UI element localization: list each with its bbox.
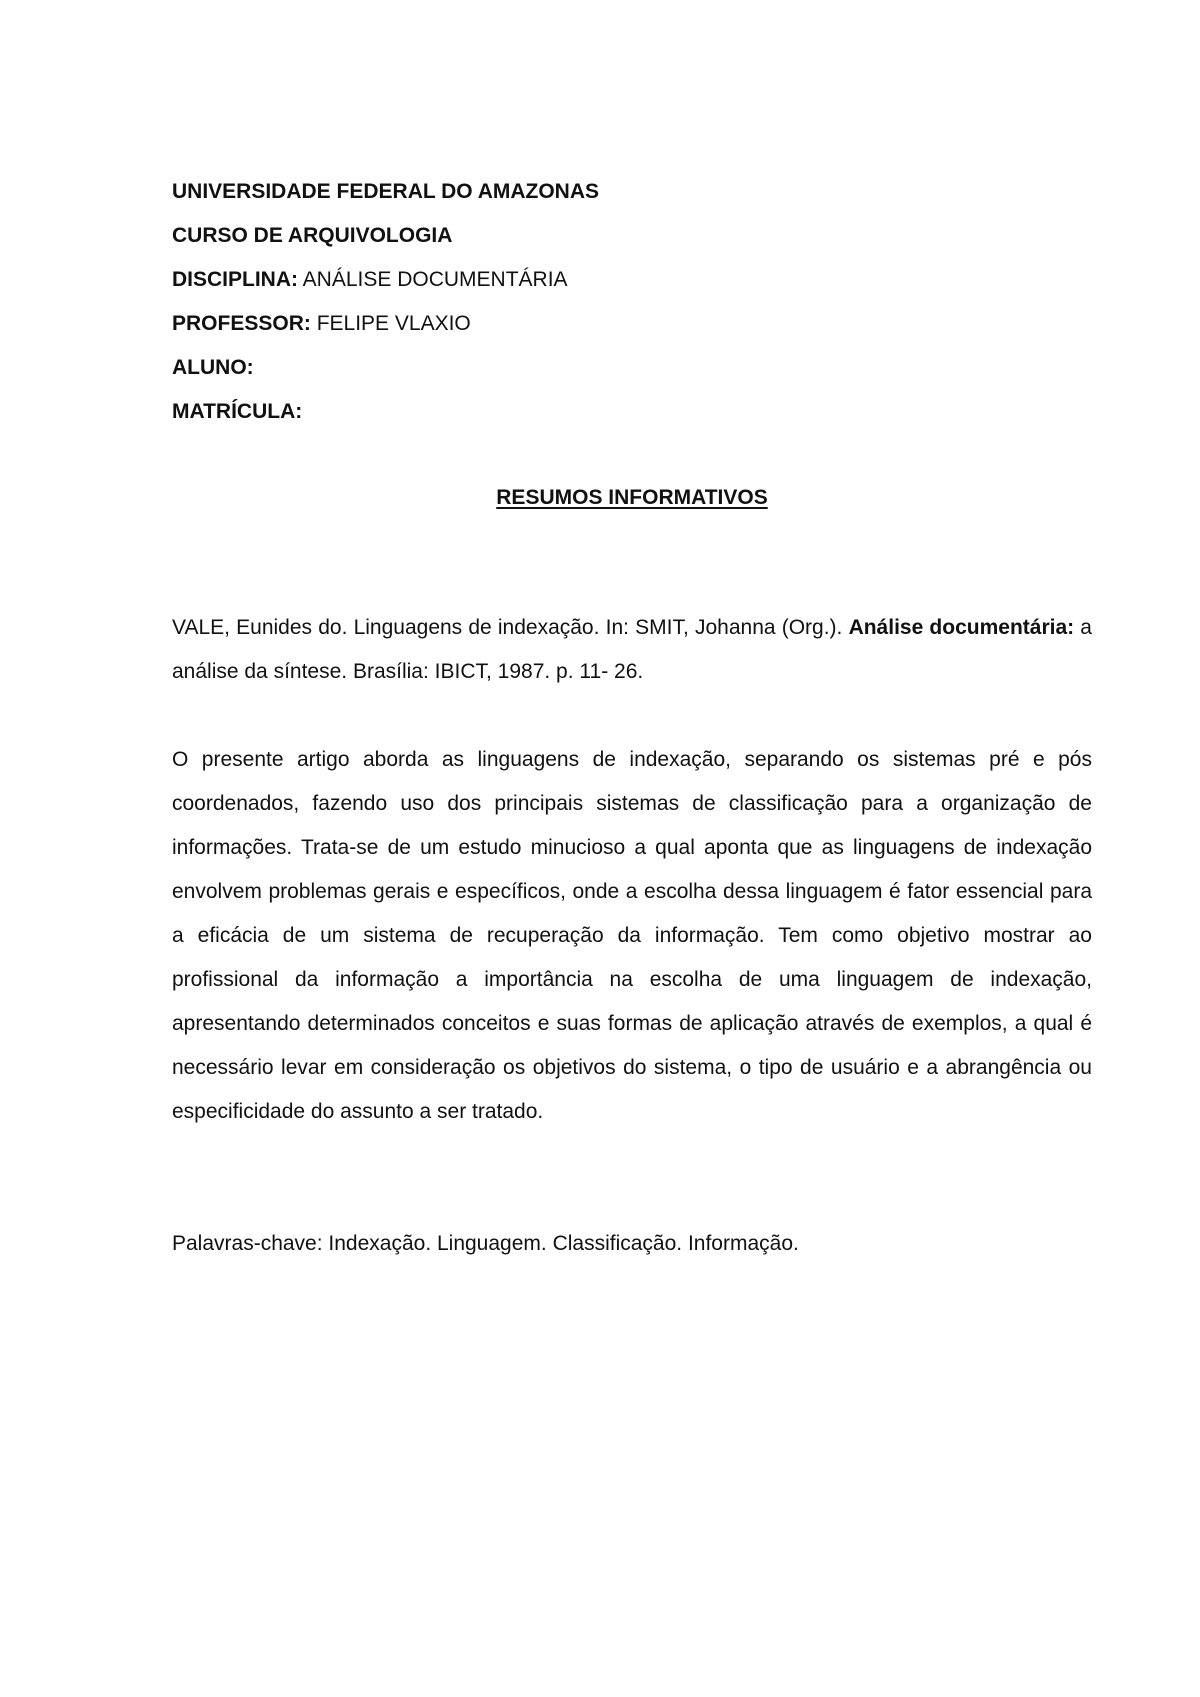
discipline-label: DISCIPLINA: xyxy=(172,268,298,291)
discipline-value: ANÁLISE DOCUMENTÁRIA xyxy=(298,268,568,291)
reference-book-title: Análise documentária: xyxy=(848,616,1075,639)
document-title-text: RESUMOS INFORMATIVOS xyxy=(496,486,768,509)
student-label: ALUNO: xyxy=(172,356,254,379)
abstract-paragraph: O presente artigo aborda as linguagens de indexação, separando os sistemas pré e pós coordenados, fazendo uso dos principais sistemas de classificação para a organização de informações. Trata-se de um estudo minucioso a qual aponta que as linguagens de indexação envolvem problemas gerais e específicos, onde a escolha dessa linguagem é fator essencial para a eficácia de um sistema de recuperação da informação. Tem como objetivo mostrar ao profissional da informação a importância na escolha de uma linguagem de indexação, apresentando determinados conceitos e suas formas de aplicação através de exemplos, a qual é necessário levar em consideração os objetivos do sistema, o tipo de usuário e a abrangência ou especificidade do assunto a ser tratado. xyxy=(172,748,1092,1123)
reference-part-2: a análise da síntese. Brasília: IBICT, 1987. p. 11- 26. xyxy=(172,616,1092,683)
keywords-line: Palavras-chave: Indexação. Linguagem. Classificação. Informação. xyxy=(172,1232,799,1255)
professor-line xyxy=(172,302,1092,346)
document-title xyxy=(172,476,1092,520)
reference-part-1: VALE, Eunides do. Linguagens de indexação. In: SMIT, Johanna (Org.). xyxy=(172,616,849,639)
university-name: UNIVERSIDADE FEDERAL DO AMAZONAS xyxy=(172,180,600,203)
registration-label: MATRÍCULA: xyxy=(172,400,303,423)
document-header xyxy=(172,170,1092,434)
bibliographic-reference xyxy=(172,606,1092,694)
course-name: CURSO DE ARQUIVOLOGIA xyxy=(172,224,453,247)
professor-value: FELIPE VLAXIO xyxy=(310,312,471,335)
professor-label: PROFESSOR: xyxy=(172,312,311,335)
discipline-line xyxy=(172,258,1092,302)
